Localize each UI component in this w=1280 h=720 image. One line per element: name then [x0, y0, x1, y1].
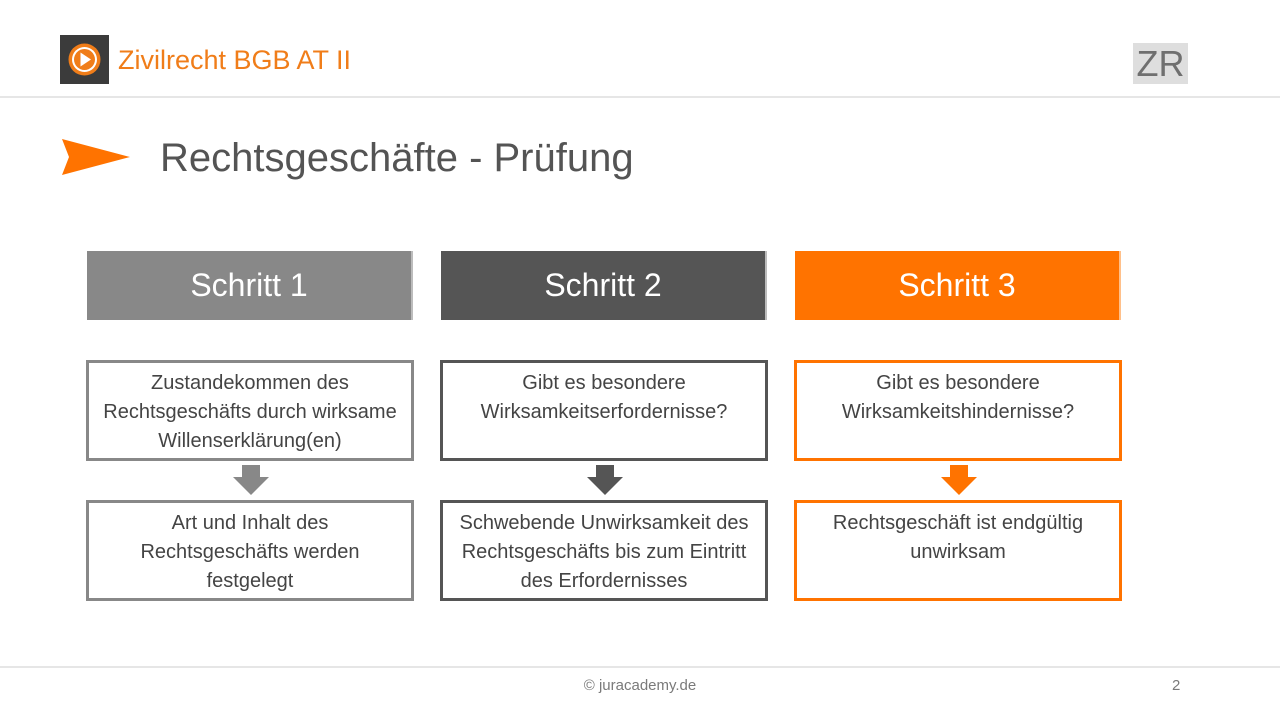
step-3-result-box: Rechtsgeschäft ist endgültig unwirksam [794, 500, 1122, 601]
page-title: Rechtsgeschäfte - Prüfung [160, 136, 634, 180]
step-1-question-box: Zustandekommen des Rechtsgeschäfts durch wirksame Willenserklärung(en) [86, 360, 414, 461]
footer-copyright: © juracademy.de [583, 677, 697, 694]
step-3-down-arrow-icon [941, 465, 977, 500]
footer-divider [0, 666, 1280, 668]
step-2-result-box: Schwebende Unwirksamkeit des Rechtsgeschäfts bis zum Eintritt des Erfordernisses [440, 500, 768, 601]
step-2-down-arrow-icon [587, 465, 623, 500]
step-3-question-box: Gibt es besondere Wirksamkeitshindernisse? [794, 360, 1122, 461]
step-3-header: Schritt 3 [795, 251, 1121, 320]
step-1-header: Schritt 1 [87, 251, 413, 320]
page-number: 2 [1172, 677, 1181, 694]
step-1-down-arrow-icon [233, 465, 269, 500]
step-2-header: Schritt 2 [441, 251, 767, 320]
slide-header [0, 0, 1280, 98]
step-2-question-box: Gibt es besondere Wirksamkeitserfordernisse? [440, 360, 768, 461]
zr-badge: ZR [1133, 43, 1188, 84]
title-arrow-icon [62, 139, 130, 180]
play-icon [60, 35, 109, 84]
course-title: Zivilrecht BGB AT II [118, 45, 352, 75]
step-1-result-box: Art und Inhalt des Rechtsgeschäfts werden festgelegt [86, 500, 414, 601]
